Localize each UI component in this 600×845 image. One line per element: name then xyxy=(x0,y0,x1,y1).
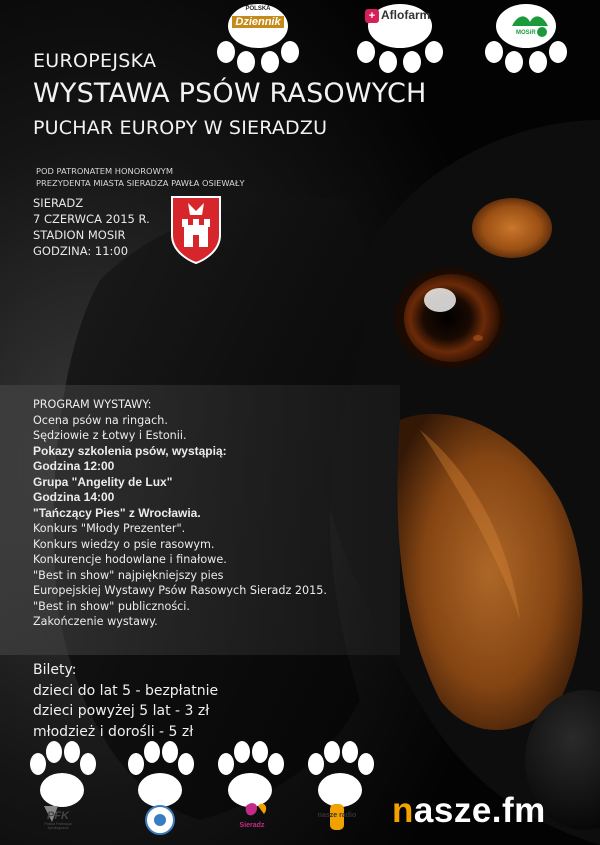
mosir-logo xyxy=(512,8,548,36)
dziennik-logo-top: POLSKA xyxy=(245,6,271,12)
program-line: Europejskiej Wystawy Psów Rasowych Sieradz 2015. xyxy=(33,584,327,597)
pfk-logo-text: PFK xyxy=(47,810,69,822)
program-line: Sędziowie z Łotwy i Estonii. xyxy=(33,429,187,442)
dziennik-logo xyxy=(228,3,288,37)
event-time: GODZINA: 11:00 xyxy=(33,244,129,258)
ticket-price: młodzież i dorośli - 5 zł xyxy=(33,723,194,740)
nasze-radio-logo xyxy=(312,812,362,819)
aflofarm-logo xyxy=(365,8,430,23)
tickets xyxy=(33,660,218,742)
program-line: Ocena psów na ringach. xyxy=(33,413,168,427)
program-line: Pokazy szkolenia psów, wystąpią: xyxy=(33,443,227,458)
program-line: "Best in show" najpiękniejszy pies xyxy=(33,568,224,582)
nasze-fm-logo xyxy=(392,791,546,831)
mosir-logo-text: MOSiR xyxy=(516,30,536,36)
program-line: Godzina 12:00 xyxy=(33,459,115,473)
program-list xyxy=(33,397,327,630)
heading-title: WYSTAWA PSÓW RASOWYCH xyxy=(33,78,427,109)
program-line: Grupa "Angelity de Lux" xyxy=(33,474,173,489)
program-line: PROGRAM WYSTAWY: xyxy=(33,398,152,411)
ticket-price: dzieci powyżej 5 lat - 3 zł xyxy=(33,703,210,719)
aflofarm-plus-icon: + xyxy=(365,9,379,23)
heading-line-1: EUROPEJSKA xyxy=(33,50,157,72)
program-line: "Best in show" publiczności. xyxy=(33,599,190,613)
program-line: Konkurencje hodowlane i finałowe. xyxy=(33,553,227,566)
heading-line-3: PUCHAR EUROPY W SIERADZU xyxy=(33,117,328,139)
program-line: Konkurs wiedzy o psie rasowym. xyxy=(33,537,215,551)
patronage xyxy=(36,165,245,189)
dziennik-logo-name: Dziennik xyxy=(232,16,283,28)
aflofarm-logo-text: Aflofarm xyxy=(381,8,431,22)
sieradz-crest xyxy=(172,197,220,263)
program-line: "Tańczący Pies" z Wrocławia. xyxy=(33,505,201,520)
patronage-line-1: POD PATRONATEM HONOROWYM xyxy=(36,166,174,176)
event-date: 7 CZERWCA 2015 R. xyxy=(33,212,150,226)
ticket-price: dzieci do lat 5 - bezpłatnie xyxy=(33,682,219,699)
program-line: Konkurs "Młody Prezenter". xyxy=(33,522,186,535)
nasze-fm-logo-n: n xyxy=(392,791,414,830)
event-details xyxy=(33,195,150,259)
pfk-logo-sub: Polska Federacja Kynologiczna xyxy=(44,822,72,830)
sieradz-logo xyxy=(232,822,272,829)
sieradz-logo-text: Sieradz xyxy=(239,822,265,829)
program-line: Zakończenie wystawy. xyxy=(33,615,158,628)
event-venue: STADION MOSIR xyxy=(33,228,126,242)
patronage-line-2: PREZYDENTA MIASTA SIERADZA PAWŁA OSIEWAŁY xyxy=(36,178,245,188)
pfk-logo xyxy=(36,800,80,830)
event-city: SIERADZ xyxy=(33,196,84,210)
tickets-title: Bilety: xyxy=(33,662,77,678)
nasze-fm-logo-rest: asze.fm xyxy=(413,791,546,830)
nasze-radio-logo-text: nasze radio xyxy=(317,812,357,819)
program-line: Godzina 14:00 xyxy=(33,490,115,504)
